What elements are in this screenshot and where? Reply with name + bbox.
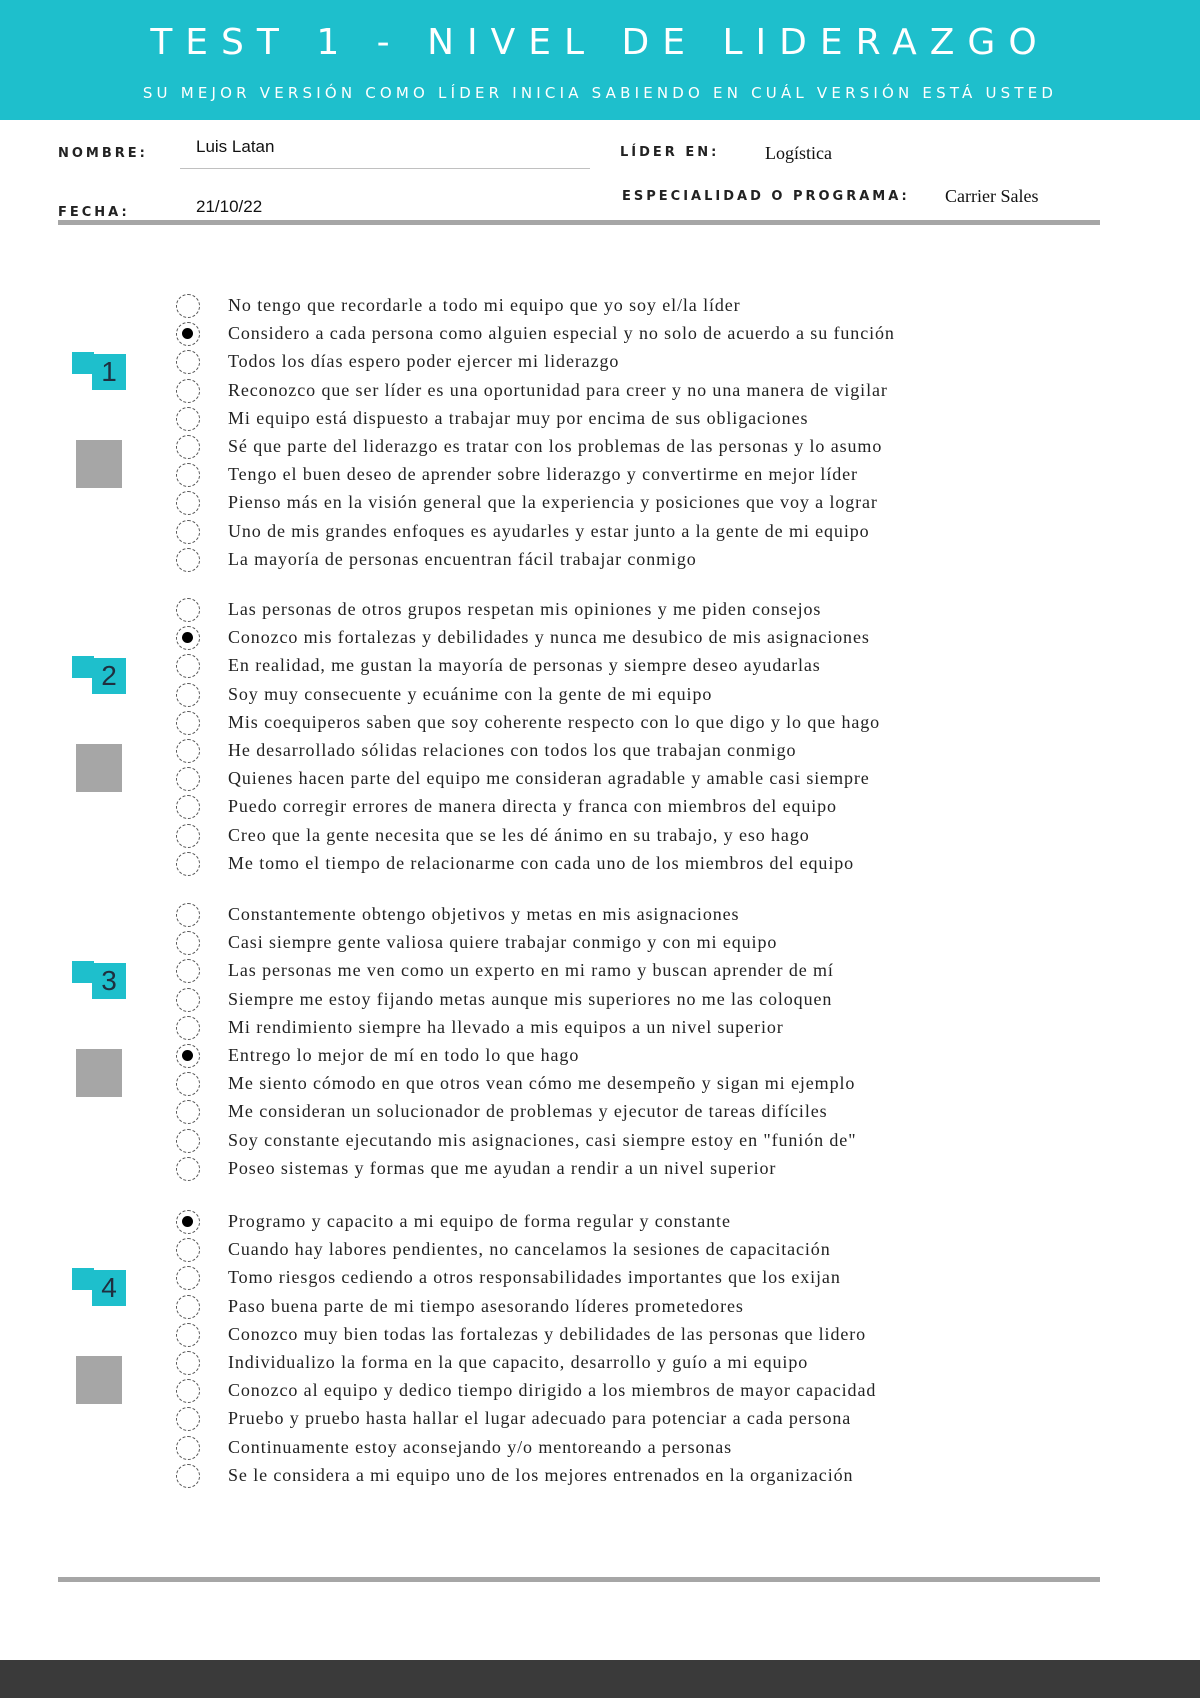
nombre-value: Luis Latan bbox=[196, 137, 275, 156]
statement-text: Programo y capacito a mi equipo de forma regular y constante bbox=[228, 1211, 731, 1231]
header-divider bbox=[58, 220, 1100, 225]
statement-text: Tomo riesgos cediendo a otros responsabilidades importantes que los exijan bbox=[228, 1267, 841, 1288]
radio-unselected[interactable] bbox=[176, 1100, 200, 1124]
radio-unselected[interactable] bbox=[176, 379, 200, 403]
page-subtitle: SU MEJOR VERSIÓN COMO LÍDER INICIA SABIENDO EN CUÁL VERSIÓN ESTÁ USTED bbox=[142, 84, 1058, 102]
statement-text: Continuamente estoy aconsejando y/o mentoreando a personas bbox=[228, 1436, 733, 1457]
statement-text: Cuando hay labores pendientes, no cancelamos la sesiones de capacitación bbox=[228, 1239, 831, 1260]
statement-text: Me siento cómodo en que otros vean cómo me desempeño y sigan mi ejemplo bbox=[228, 1073, 856, 1094]
radio-unselected[interactable] bbox=[176, 1157, 200, 1181]
statement-text: Creo que la gente necesita que se les dé ánimo en su trabajo, y eso hago bbox=[228, 824, 810, 845]
section-score-box bbox=[76, 440, 122, 488]
section-number-badge bbox=[72, 352, 126, 390]
especialidad-label: ESPECIALIDAD O PROGRAMA: bbox=[622, 189, 910, 204]
radio-unselected[interactable] bbox=[176, 350, 200, 374]
statement-text: Mis coequiperos saben que soy coherente respecto con lo que digo y lo que hago bbox=[228, 711, 881, 732]
radio-unselected[interactable] bbox=[176, 1407, 200, 1431]
section-number: 4 bbox=[92, 1270, 126, 1306]
radio-unselected[interactable] bbox=[176, 548, 200, 572]
lider-value: Logística bbox=[765, 143, 832, 163]
page-title: TEST 1 - NIVEL DE LIDERAZGO bbox=[150, 22, 1050, 63]
statement-text: No tengo que recordarle a todo mi equipo que yo soy el/la líder bbox=[228, 295, 741, 315]
statement-text: Pienso más en la visión general que la experiencia y posiciones que voy a lograr bbox=[228, 492, 878, 513]
radio-unselected[interactable] bbox=[176, 852, 200, 876]
statement-text: Entrego lo mejor de mí en todo lo que hago bbox=[228, 1044, 580, 1065]
radio-unselected[interactable] bbox=[176, 903, 200, 927]
statement-text: Siempre me estoy fijando metas aunque mis superiores no me las coloquen bbox=[228, 988, 833, 1009]
statement-text: Soy constante ejecutando mis asignaciones, casi siempre estoy en "funión de" bbox=[228, 1129, 857, 1150]
statement-text: Casi siempre gente valiosa quiere trabajar conmigo y con mi equipo bbox=[228, 932, 778, 953]
statement-text: Conozco muy bien todas las fortalezas y debilidades de las personas que lidero bbox=[228, 1323, 867, 1344]
radio-unselected[interactable] bbox=[176, 598, 200, 622]
section-number-badge bbox=[72, 656, 126, 694]
statement-text: Mi equipo está dispuesto a trabajar muy por encima de sus obligaciones bbox=[228, 407, 809, 428]
radio-unselected[interactable] bbox=[176, 1464, 200, 1488]
radio-unselected[interactable] bbox=[176, 711, 200, 735]
section-number: 3 bbox=[92, 963, 126, 999]
statement-text: He desarrollado sólidas relaciones con todos los que trabajan conmigo bbox=[228, 739, 797, 760]
statement-text: Todos los días espero poder ejercer mi liderazgo bbox=[228, 351, 620, 372]
especialidad-value: Carrier Sales bbox=[945, 186, 1039, 206]
radio-unselected[interactable] bbox=[176, 767, 200, 791]
statement-text: Poseo sistemas y formas que me ayudan a rendir a un nivel superior bbox=[228, 1157, 777, 1178]
lider-label: LÍDER EN: bbox=[620, 145, 720, 160]
radio-unselected[interactable] bbox=[176, 1266, 200, 1290]
statement-text: Paso buena parte de mi tiempo asesorando líderes prometedores bbox=[228, 1295, 744, 1316]
radio-unselected[interactable] bbox=[176, 1072, 200, 1096]
radio-unselected[interactable] bbox=[176, 520, 200, 544]
statement-text: Se le considera a mi equipo uno de los mejores entrenados en la organización bbox=[228, 1464, 854, 1485]
radio-unselected[interactable] bbox=[176, 795, 200, 819]
section-score-box bbox=[76, 1049, 122, 1097]
statement-text: Me consideran un solucionador de problemas y ejecutor de tareas difíciles bbox=[228, 1101, 828, 1122]
statement-text: Quienes hacen parte del equipo me consideran agradable y amable casi siempre bbox=[228, 768, 870, 789]
radio-unselected[interactable] bbox=[176, 1436, 200, 1460]
section-number-badge bbox=[72, 961, 126, 999]
badge-accent bbox=[72, 352, 94, 374]
header-banner bbox=[0, 0, 1200, 120]
fecha-value: 21/10/22 bbox=[196, 197, 263, 216]
statement-text: Me tomo el tiempo de relacionarme con cada uno de los miembros del equipo bbox=[228, 852, 855, 873]
statement-text: En realidad, me gustan la mayoría de personas y siempre deseo ayudarlas bbox=[228, 655, 821, 676]
statement-text: Conozco al equipo y dedico tiempo dirigido a los miembros de mayor capacidad bbox=[228, 1380, 877, 1401]
radio-selected[interactable] bbox=[176, 1210, 200, 1234]
radio-unselected[interactable] bbox=[176, 463, 200, 487]
statement-text: La mayoría de personas encuentran fácil trabajar conmigo bbox=[228, 548, 697, 569]
radio-unselected[interactable] bbox=[176, 824, 200, 848]
statement-text: Uno de mis grandes enfoques es ayudarles y estar junto a la gente de mi equipo bbox=[228, 520, 870, 541]
badge-accent bbox=[72, 656, 94, 678]
radio-selected[interactable] bbox=[176, 626, 200, 650]
statement-text: Considero a cada persona como alguien especial y no solo de acuerdo a su función bbox=[228, 323, 895, 344]
radio-unselected[interactable] bbox=[176, 959, 200, 983]
section-score-box bbox=[76, 744, 122, 792]
section-number: 2 bbox=[92, 658, 126, 694]
statement-text: Individualizo la forma en la que capacito, desarrollo y guío a mi equipo bbox=[228, 1351, 809, 1372]
radio-unselected[interactable] bbox=[176, 1379, 200, 1403]
nombre-label: NOMBRE: bbox=[58, 146, 148, 161]
radio-selected[interactable] bbox=[176, 1044, 200, 1068]
statement-text: Puedo corregir errores de manera directa y franca con miembros del equipo bbox=[228, 796, 837, 817]
radio-unselected[interactable] bbox=[176, 435, 200, 459]
statement-text: Conozco mis fortalezas y debilidades y nunca me desubico de mis asignaciones bbox=[228, 627, 870, 648]
badge-accent bbox=[72, 961, 94, 983]
statement-text: Reconozco que ser líder es una oportunidad para creer y no una manera de vigilar bbox=[228, 379, 888, 400]
statement-text: Mi rendimiento siempre ha llevado a mis equipos a un nivel superior bbox=[228, 1016, 784, 1037]
radio-unselected[interactable] bbox=[176, 1351, 200, 1375]
radio-unselected[interactable] bbox=[176, 1238, 200, 1262]
radio-unselected[interactable] bbox=[176, 931, 200, 955]
section-number: 1 bbox=[92, 354, 126, 390]
section-number-badge bbox=[72, 1268, 126, 1306]
statement-text: Sé que parte del liderazgo es tratar con los problemas de las personas y lo asumo bbox=[228, 435, 883, 456]
bottom-divider bbox=[58, 1577, 1100, 1582]
footer-bar bbox=[0, 1660, 1200, 1698]
statement-text: Soy muy consecuente y ecuánime con la gente de mi equipo bbox=[228, 683, 713, 704]
statement-text: Constantemente obtengo objetivos y metas en mis asignaciones bbox=[228, 904, 740, 924]
fecha-label: FECHA: bbox=[58, 205, 130, 220]
radio-unselected[interactable] bbox=[176, 1323, 200, 1347]
badge-accent bbox=[72, 1268, 94, 1290]
radio-unselected[interactable] bbox=[176, 1016, 200, 1040]
statement-text: Las personas de otros grupos respetan mis opiniones y me piden consejos bbox=[228, 599, 822, 619]
radio-unselected[interactable] bbox=[176, 739, 200, 763]
statement-text: Pruebo y pruebo hasta hallar el lugar adecuado para potenciar a cada persona bbox=[228, 1408, 852, 1429]
radio-selected[interactable] bbox=[176, 322, 200, 346]
radio-unselected[interactable] bbox=[176, 294, 200, 318]
radio-unselected[interactable] bbox=[176, 683, 200, 707]
radio-unselected[interactable] bbox=[176, 491, 200, 515]
statement-text: Las personas me ven como un experto en mi ramo y buscan aprender de mí bbox=[228, 960, 834, 981]
radio-unselected[interactable] bbox=[176, 407, 200, 431]
radio-unselected[interactable] bbox=[176, 988, 200, 1012]
nombre-underline bbox=[180, 168, 590, 169]
radio-unselected[interactable] bbox=[176, 654, 200, 678]
radio-unselected[interactable] bbox=[176, 1295, 200, 1319]
statement-text: Tengo el buen deseo de aprender sobre liderazgo y convertirme en mejor líder bbox=[228, 464, 858, 485]
radio-unselected[interactable] bbox=[176, 1129, 200, 1153]
section-score-box bbox=[76, 1356, 122, 1404]
